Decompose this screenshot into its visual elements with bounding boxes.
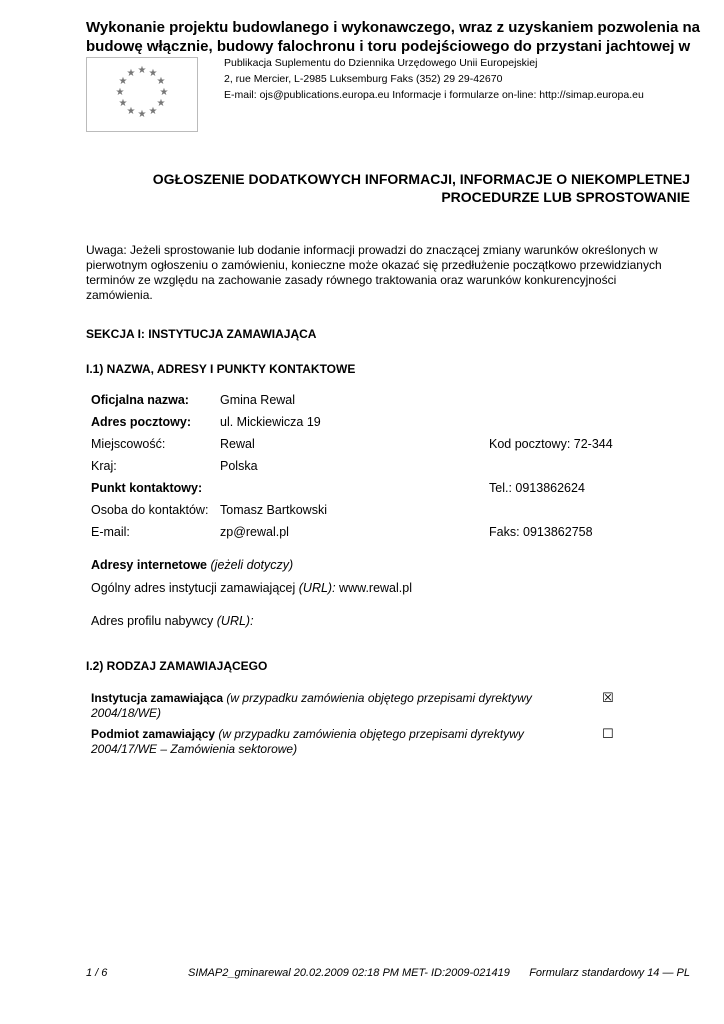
publication-address: 2, rue Mercier, L-2985 Luksemburg Faks (352) 29 29-42670 <box>224 73 503 85</box>
notice-paragraph: Uwaga: Jeżeli sprostowanie lub dodanie informacji prowadzi do znaczącej zmiany warunków określonych w pierwotnym ogłoszeniu o zamówieniu, konieczne może okazać się przedłużenie początkowo przewidzianych terminów ze względu na zachowanie zasady równego traktowania oraz warunków konkurencyjności zamówienia. <box>86 243 662 302</box>
type-row-contracting-authority <box>91 691 571 721</box>
subsection-heading-2: I.2) RODZAJ ZAMAWIAJĄCEGO <box>86 659 268 673</box>
buyer-profile-label: Adres profilu nabywcy <box>91 614 214 628</box>
label-country: Kraj: <box>91 459 117 473</box>
footer-form-name: Formularz standardowy 14 — PL <box>529 967 690 979</box>
svg-text:★: ★ <box>126 68 136 79</box>
document-title-line2: budowę włącznie, budowy falochronu i toru podejściowego do przystani jachtowej w <box>86 38 691 55</box>
value-contact-person: Tomasz Bartkowski <box>220 503 327 517</box>
type-row-contracting-entity <box>91 727 571 757</box>
document-title-line1: Wykonanie projektu budowlanego i wykonawczego, wraz z uzyskaniem pozwolenia na <box>86 19 701 36</box>
svg-text:★: ★ <box>137 109 147 120</box>
svg-text:★: ★ <box>148 106 158 117</box>
value-postal-code: Kod pocztowy: 72-344 <box>489 437 613 451</box>
footer-meta: SIMAP2_gminarewal 20.02.2009 02:18 PM MET- ID:2009-021419 <box>188 967 510 979</box>
form-title <box>90 170 690 206</box>
buyer-profile-line <box>91 614 254 628</box>
value-postal-address: ul. Mickiewicza 19 <box>220 415 321 429</box>
label-contact-point: Punkt kontaktowy: <box>91 481 203 495</box>
svg-text:★: ★ <box>118 98 128 109</box>
form-title-line1: OGŁOSZENIE DODATKOWYCH INFORMACJI, INFORMACJE O NIEKOMPLETNEJ <box>152 171 690 187</box>
internet-heading-note: (jeżeli dotyczy) <box>210 558 294 572</box>
internet-addresses-heading <box>91 558 293 572</box>
type-desc: (w przypadku zamówienia objętego przepisami dyrektywy <box>226 691 532 705</box>
value-official-name: Gmina Rewal <box>220 393 296 407</box>
value-town: Rewal <box>220 437 255 451</box>
type-desc: (w przypadku zamówienia objętego przepisami dyrektywy <box>218 727 524 741</box>
form-title-line2: PROCEDURZE LUB SPROSTOWANIE <box>441 189 690 205</box>
buyer-profile-suffix: (URL): <box>216 614 254 628</box>
value-email: zp@rewal.pl <box>220 525 289 539</box>
svg-text:★: ★ <box>156 76 166 87</box>
svg-text:★: ★ <box>115 87 125 98</box>
general-url-suffix: (URL): <box>298 581 336 595</box>
eu-stars-icon <box>87 58 197 131</box>
value-fax: Faks: 0913862758 <box>489 525 593 539</box>
svg-text:★: ★ <box>118 76 128 87</box>
svg-text:★: ★ <box>159 87 169 98</box>
svg-text:★: ★ <box>156 98 166 109</box>
svg-text:★: ★ <box>148 68 158 79</box>
general-url-line <box>91 581 412 595</box>
type-label: Podmiot zamawiający <box>91 727 216 741</box>
value-phone: Tel.: 0913862624 <box>489 481 585 495</box>
document-title <box>86 18 706 56</box>
publication-contact: E-mail: ojs@publications.europa.eu Informacje i formularze on-line: http://simap.europa.eu <box>224 89 644 101</box>
label-contact-person: Osoba do kontaktów: <box>91 503 209 517</box>
footer-page-number: 1 / 6 <box>86 967 108 979</box>
eu-flag-logo <box>86 57 198 132</box>
contracting-authority-checkbox[interactable]: ☒ <box>602 690 614 705</box>
svg-text:★: ★ <box>126 106 136 117</box>
type-desc2: 2004/17/WE – Zamówienia sektorowe) <box>91 742 298 756</box>
internet-heading-text: Adresy internetowe <box>91 558 208 572</box>
general-url-label: Ogólny adres instytucji zamawiającej <box>91 581 296 595</box>
label-official-name: Oficjalna nazwa: <box>91 393 189 407</box>
contracting-entity-checkbox[interactable]: ☐ <box>602 726 614 741</box>
label-postal-address: Adres pocztowy: <box>91 415 192 429</box>
value-country: Polska <box>220 459 258 473</box>
label-town: Miejscowość: <box>91 437 166 451</box>
label-email: E-mail: <box>91 525 130 539</box>
type-desc2: 2004/18/WE) <box>91 706 162 720</box>
type-label: Instytucja zamawiająca <box>91 691 224 705</box>
section-heading: SEKCJA I: INSTYTUCJA ZAMAWIAJĄCA <box>86 327 317 341</box>
general-url-value: www.rewal.pl <box>339 581 412 595</box>
subsection-heading-1: I.1) NAZWA, ADRESY I PUNKTY KONTAKTOWE <box>86 362 356 376</box>
svg-text:★: ★ <box>137 65 147 76</box>
publication-line1: Publikacja Suplementu do Dziennika Urzędowego Unii Europejskiej <box>224 57 538 69</box>
